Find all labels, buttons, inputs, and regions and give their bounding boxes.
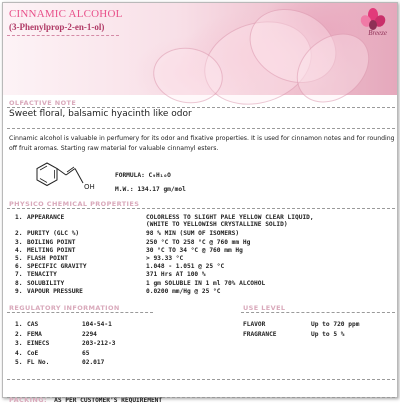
regulatory-heading: REGULATORY INFORMATION bbox=[9, 304, 120, 312]
use-level-row: FLAVOR Up to 720 ppm bbox=[243, 321, 360, 328]
product-subtitle: (3-Phenylprop-2-en-1-ol) bbox=[9, 22, 105, 32]
property-row: 3. BOILING POINT 250 °C TO 258 °C @ 760 mm Hg bbox=[15, 238, 251, 246]
use-level-table bbox=[243, 321, 393, 340]
regulatory-row: 1. CAS 104-54-1 bbox=[15, 321, 112, 328]
regulatory-row: 5. FL No. 02.017 bbox=[15, 359, 105, 367]
formula-value: C₉H₁₀O bbox=[148, 172, 171, 179]
property-row: 8. SOLUBILITY 1 gm SOLUBLE IN 1 ml 70% ALCOHOL bbox=[15, 279, 266, 287]
regulatory-row: 4. CoE 65 bbox=[15, 349, 90, 357]
olfactive-note-heading: OLFACTIVE NOTE bbox=[9, 99, 77, 107]
section-divider bbox=[7, 379, 395, 380]
regulatory-table bbox=[15, 321, 175, 369]
section-divider bbox=[7, 208, 395, 209]
formula-label: FORMULA: bbox=[115, 172, 145, 179]
packing-value: AS PER CUSTOMER'S REQUIREMENT bbox=[54, 397, 163, 404]
formula-line bbox=[115, 172, 171, 179]
use-level-heading: USE LEVEL bbox=[243, 304, 286, 312]
property-row: 2. PURITY (GLC %) 98 % MIN (SUM OF ISOMERS) bbox=[15, 230, 240, 238]
property-row: 4. MELTING POINT 30 °C TO 34 °C @ 760 mm Hg bbox=[15, 246, 243, 254]
property-row: 9. VAPOUR PRESSURE 0.0200 mm/Hg @ 25 °C bbox=[15, 287, 221, 295]
mw-label: M.W.: bbox=[115, 186, 134, 193]
section-divider bbox=[7, 128, 395, 129]
regulatory-row: 3. EINECS 203-212-3 bbox=[15, 340, 116, 348]
packing-heading: PACKING: bbox=[9, 396, 47, 404]
property-row: 6. SPECIFIC GRAVITY 1.048 - 1.051 @ 25 °C bbox=[15, 263, 225, 271]
section-divider bbox=[7, 107, 395, 108]
molecule-structure-icon bbox=[33, 159, 103, 193]
property-row: 7. TENACITY 371 Hrs AT 100 % bbox=[15, 271, 206, 279]
product-description: Cinnamic alcohol is valuable in perfumery for its odor and fixative properties. It is used for cinnamon notes and for rounding off fruit aromas. Starting raw material for valuable cinnamyl esters. bbox=[9, 135, 395, 152]
header-banner bbox=[3, 3, 397, 95]
property-row: 5. FLASH POINT > 93.33 °C bbox=[15, 254, 184, 262]
section-divider bbox=[241, 312, 395, 313]
molecular-weight-line bbox=[115, 186, 186, 193]
properties-table bbox=[15, 214, 395, 296]
property-row: 1. APPEARANCE COLORLESS TO SLIGHT PALE YELLOW CLEAR LIQUID, (WHITE TO YELLOWISH CRYSTALLINE SOLID) bbox=[15, 214, 314, 228]
title-divider bbox=[7, 35, 119, 36]
section-divider bbox=[7, 397, 395, 398]
logo-text: Breeze bbox=[368, 29, 387, 37]
section-divider bbox=[7, 312, 153, 313]
physico-chemical-heading: PHYSICO CHEMICAL PROPERTIES bbox=[9, 200, 140, 208]
product-title: CINNAMIC ALCOHOL bbox=[9, 8, 123, 20]
hydroxyl-label: OH bbox=[84, 183, 95, 191]
mw-value: 134.17 gm/mol bbox=[137, 186, 186, 193]
use-level-row: FRAGRANCE Up to 5 % bbox=[243, 330, 345, 338]
datasheet-page bbox=[2, 2, 398, 404]
regulatory-row: 2. FEMA 2294 bbox=[15, 330, 97, 338]
olfactive-note-text: Sweet floral, balsamic hyacinth like odor bbox=[9, 109, 192, 119]
